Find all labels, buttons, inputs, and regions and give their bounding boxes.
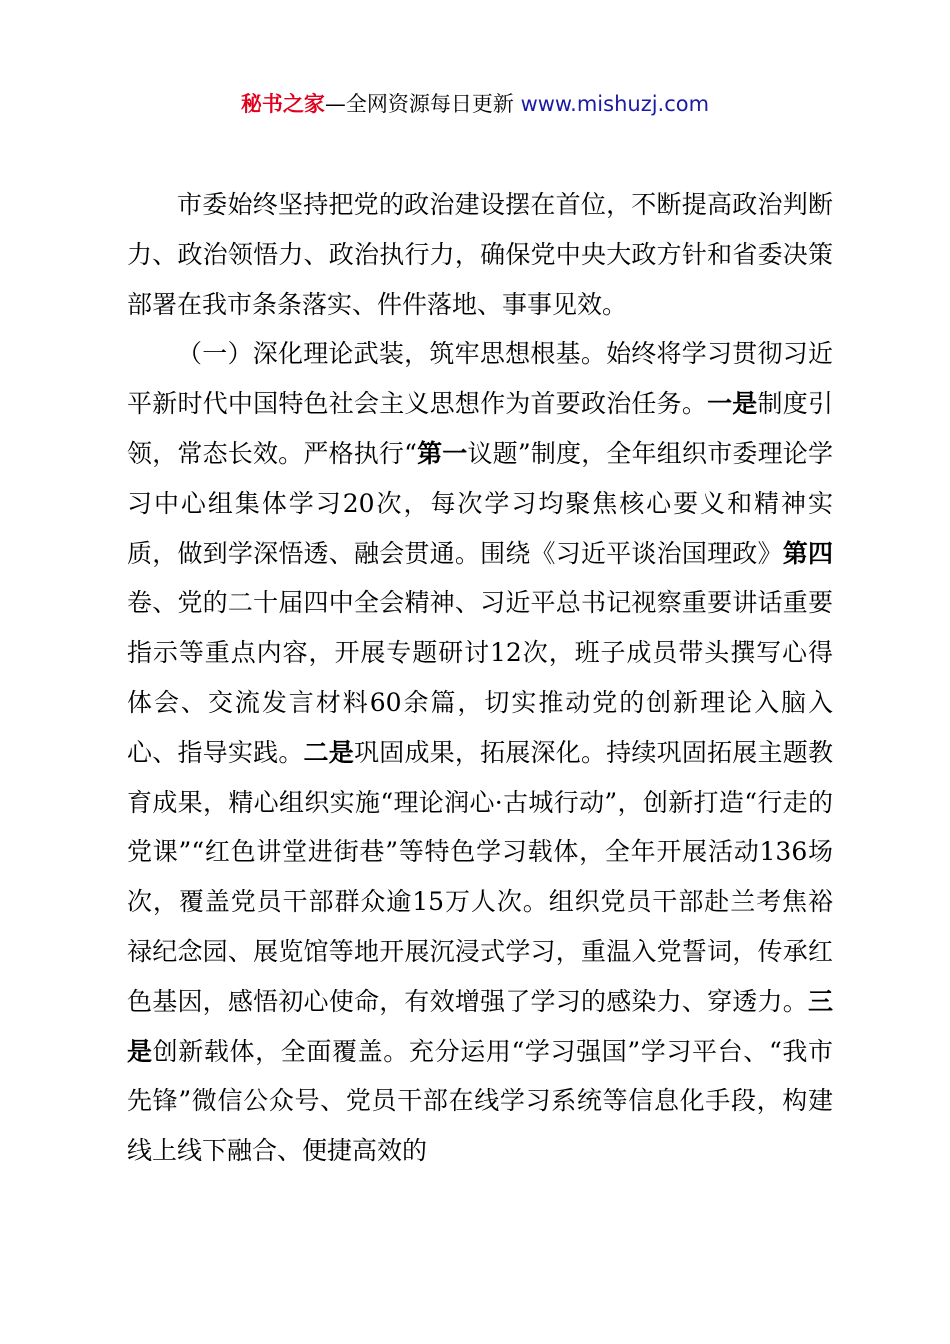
paragraph-text: （一）深化理论武装，筑牢思想根基。始终将学习贯彻习近平新时代中国特色社会主义思想作为首要政治任务。 — [127, 339, 833, 419]
header-slogan: —全网资源每日更新 — [324, 92, 521, 116]
bold-marker: 二是 — [303, 737, 354, 767]
paragraph-text: 制度引领，常态长效。严格执行“ — [127, 389, 833, 468]
paragraph-text: 创新载体，全面覆盖。充分运用“学习强国”学习平台、“我市先锋”微信公众号、党员干部在线学习系统等信息化手段，构建线上线下融合、便捷高效的 — [127, 1036, 833, 1166]
document-body — [127, 180, 833, 1176]
bold-marker: 第四 — [782, 538, 833, 568]
paragraph-intro — [127, 180, 833, 329]
page-header — [0, 88, 950, 120]
bold-marker: 一是 — [707, 389, 758, 419]
website-url: www.mishuzj.com — [520, 92, 710, 116]
brand-name: 秘书之家 — [240, 92, 325, 116]
paragraph-text: 议题”制度，全年组织市委理论学习中心组集体学习20次，每次学习均聚焦核心要义和精神实质，做到学深悟透、融会贯通。围绕《习近平谈治国理政》 — [127, 438, 833, 568]
paragraph-text: 巩固成果，拓展深化。持续巩固拓展主题教育成果，精心组织实施“理论润心·古城行动”，创新打造“行走的党课”“红色讲堂进街巷”等特色学习载体，全年开展活动136场次，覆盖党员干部群众逾15万人次。组织党员干部赴兰考焦裕禄纪念园、展览馆等地开展沉浸式学习，重温入党誓词，传承红色基因，感悟初心使命，有效增强了学习的感染力、穿透力。 — [127, 737, 833, 1016]
paragraph-theory — [127, 329, 833, 1176]
bold-marker: 第一 — [416, 438, 468, 468]
paragraph-text: 卷、党的二十届四中全会精神、习近平总书记视察重要讲话重要指示等重点内容，开展专题研讨12次，班子成员带头撰写心得体会、交流发言材料60余篇，切实推动党的创新理论入脑入心、指导实践。 — [127, 588, 833, 767]
bold-marker: 三是 — [127, 986, 833, 1066]
paragraph-text: 市委始终坚持把党的政治建设摆在首位，不断提高政治判断力、政治领悟力、政治执行力，确保党中央大政方针和省委决策部署在我市条条落实、件件落地、事事见效。 — [127, 190, 833, 319]
